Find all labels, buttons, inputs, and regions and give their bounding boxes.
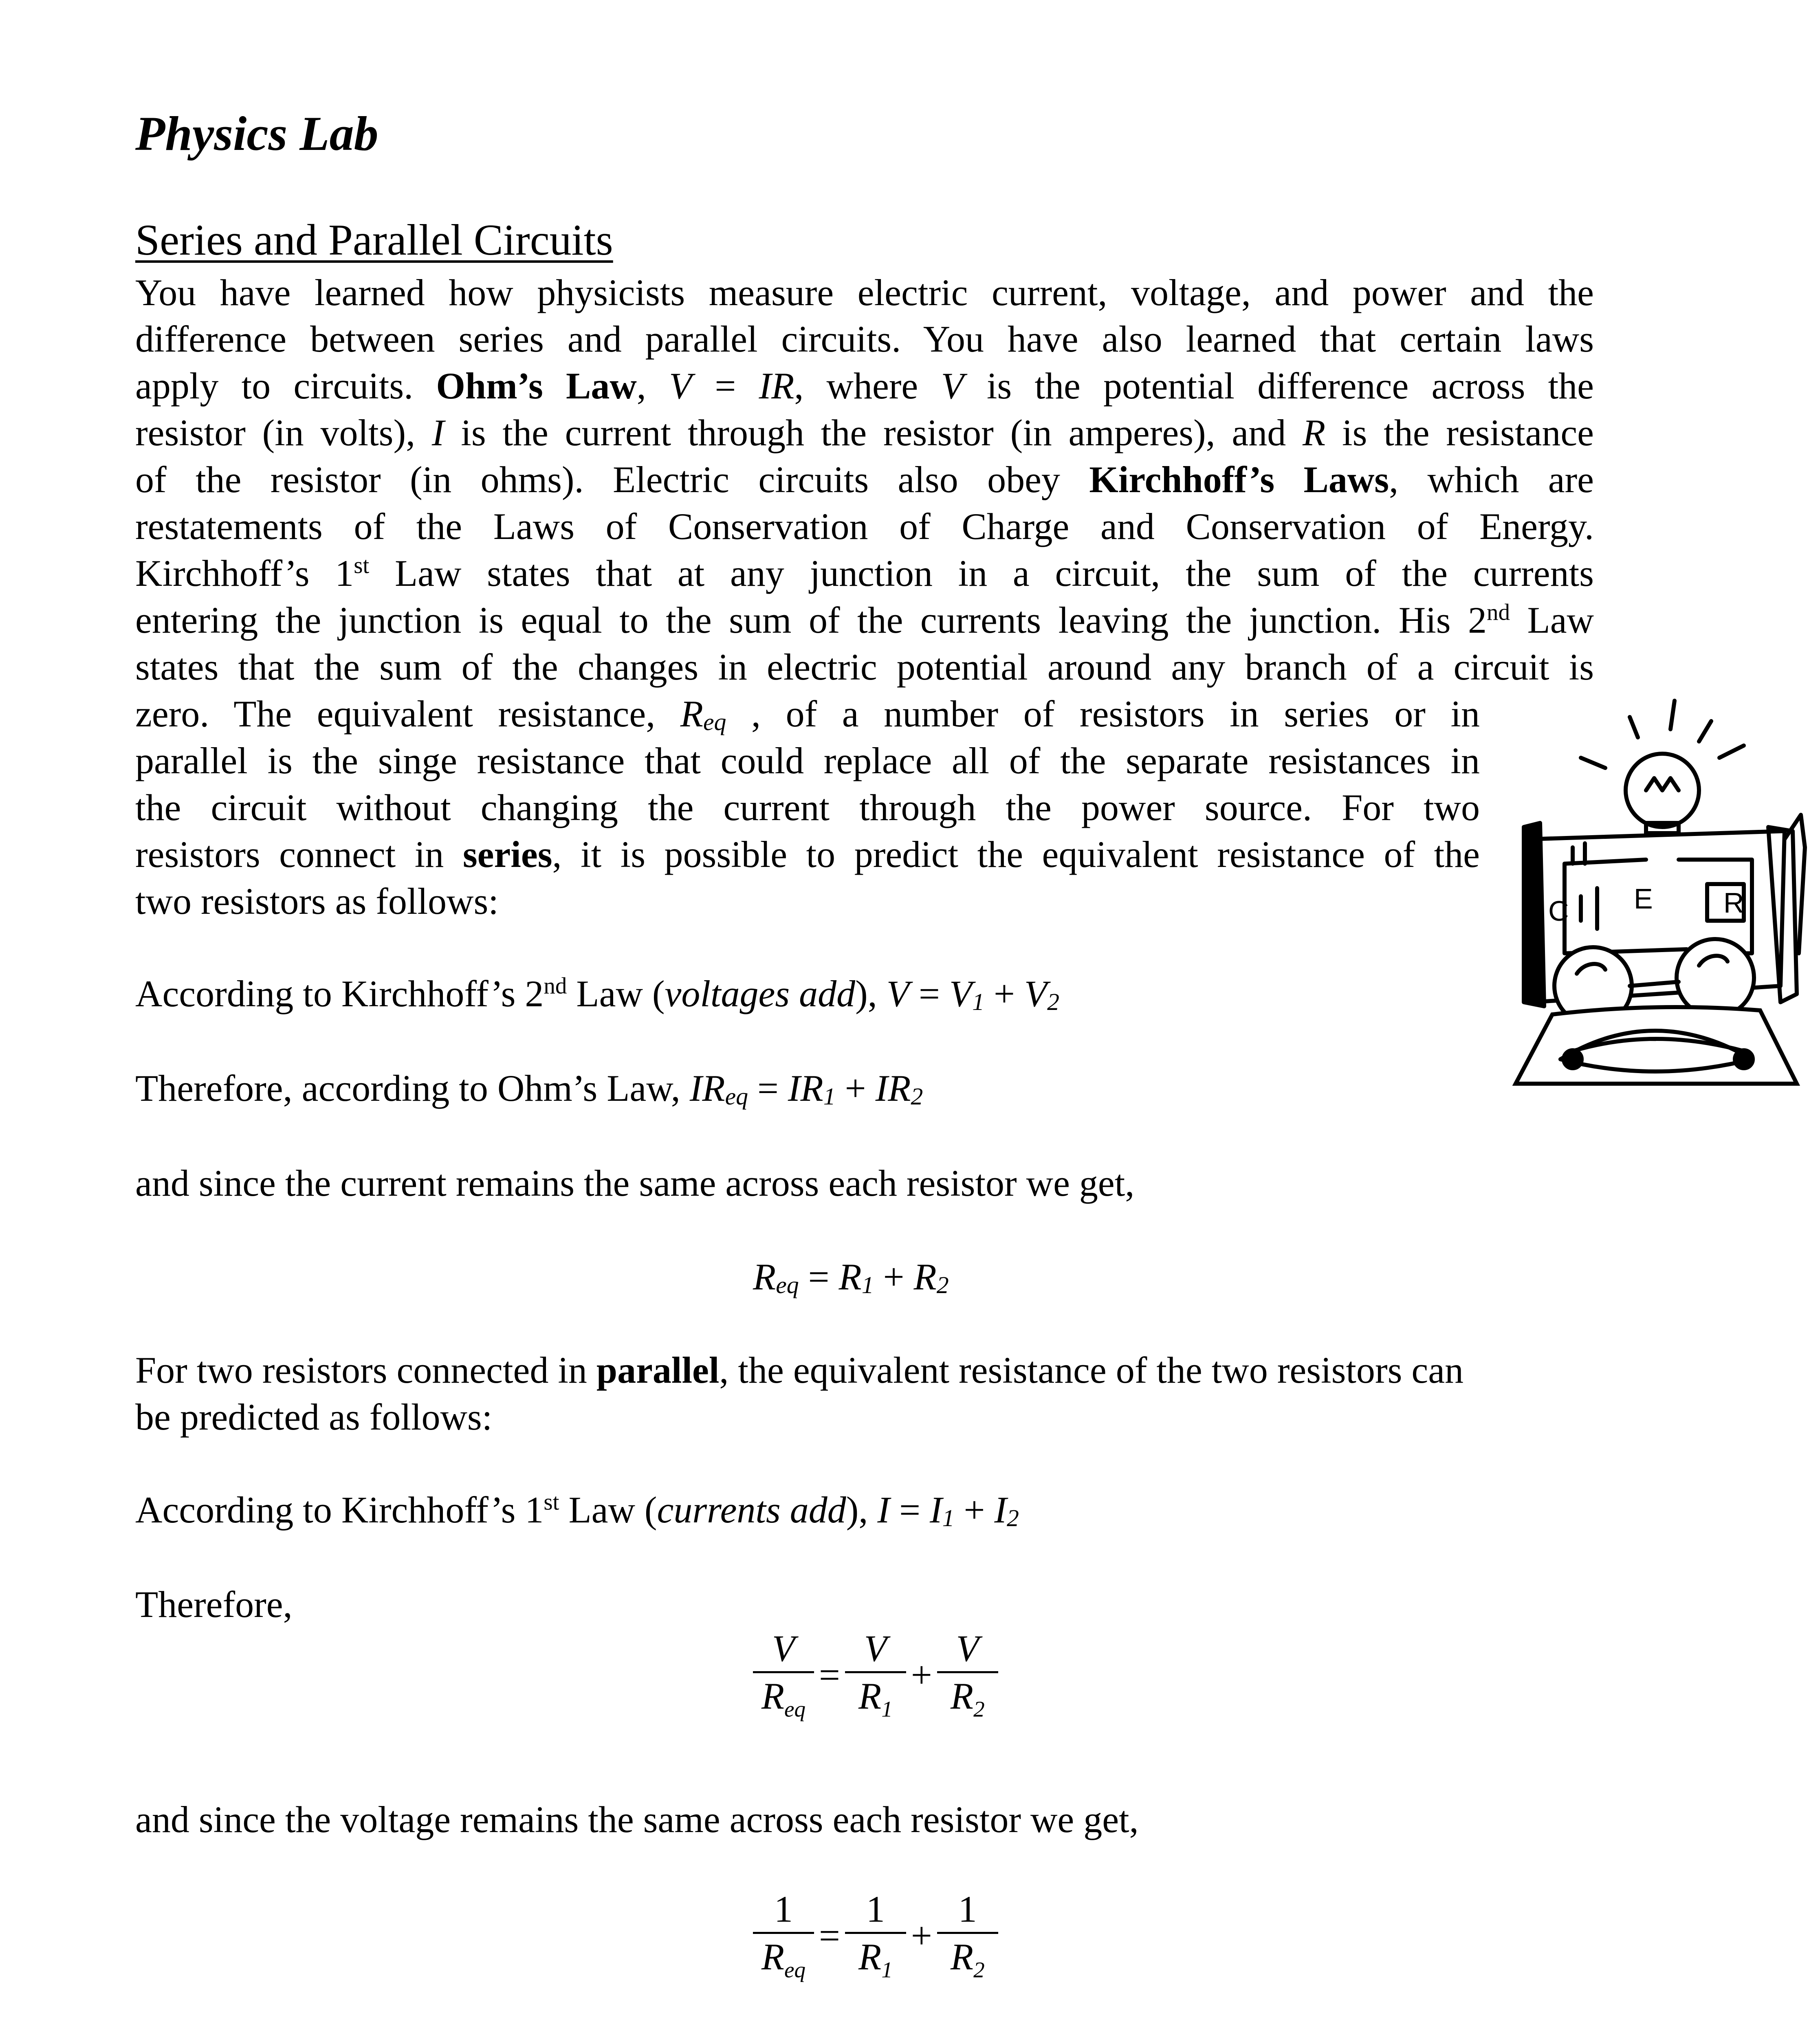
intro-line: of the resistor (in ohms). Electric circuits also obey Kirchhoff’s Laws, which are bbox=[135, 459, 1594, 500]
document-title: Physics Lab bbox=[135, 106, 379, 161]
intro-line: resistor (in volts), I is the current through the resistor (in amperes), and R is the resistance bbox=[135, 412, 1594, 453]
intro-line: two resistors as follows: bbox=[135, 880, 499, 922]
kirchhoff-2nd-law-line: According to Kirchhoff’s 2nd Law (voltages add), $V = V_1 + V_2$ bbox=[135, 973, 1059, 1015]
parallel-intro-line: For two resistors connected in parallel, the equivalent resistance of the two resistors can bbox=[135, 1349, 1464, 1391]
parallel-voltage-fraction-equation: V $R_{eq}$ = V $R_1$ + V $R_2$ bbox=[750, 1630, 1001, 1720]
series-result-equation: $R_{eq} = R_1 + R_2$ bbox=[753, 1256, 949, 1298]
circuit-lightbulb-clipart bbox=[1499, 693, 1817, 1100]
section-heading: Series and Parallel Circuits bbox=[135, 216, 613, 264]
ohms-law-line: Therefore, according to Ohm’s Law, $IR_{eq} = IR_1 + IR_2$ bbox=[135, 1067, 923, 1110]
intro-line: states that the sum of the changes in electric potential around any branch of a circuit is bbox=[135, 646, 1594, 688]
fraction: V $R_1$ bbox=[845, 1630, 906, 1720]
svg-text:E: E bbox=[1634, 883, 1653, 915]
fraction: 1 $R_{eq}$ bbox=[753, 1890, 814, 1981]
therefore-label: Therefore, bbox=[135, 1584, 293, 1625]
intro-line: entering the junction is equal to the sum of the currents leaving the junction. His 2nd Law bbox=[135, 599, 1594, 641]
parallel-intro-line: be predicted as follows: bbox=[135, 1396, 493, 1438]
intro-line: resistors connect in series, it is possible to predict the equivalent resistance of the bbox=[135, 834, 1480, 875]
parallel-explanation: and since the voltage remains the same across each resistor we get, bbox=[135, 1799, 1139, 1840]
intro-line: You have learned how physicists measure electric current, voltage, and power and the bbox=[135, 272, 1594, 313]
kirchhoff-1st-law-line: According to Kirchhoff’s 1st Law (currents add), $I = I_1 + I_2$ bbox=[135, 1489, 1019, 1531]
svg-text:R: R bbox=[1723, 887, 1744, 919]
fraction: 1 $R_1$ bbox=[845, 1890, 906, 1981]
intro-line: apply to circuits. Ohm’s Law, V = IR, where V is the potential difference across the bbox=[135, 365, 1594, 407]
fraction: V $R_{eq}$ bbox=[753, 1630, 814, 1720]
fraction: V $R_2$ bbox=[937, 1630, 998, 1720]
svg-text:C: C bbox=[1548, 895, 1569, 927]
series-explanation: and since the current remains the same across each resistor we get, bbox=[135, 1162, 1135, 1204]
intro-line: the circuit without changing the current through the power source. For two bbox=[135, 787, 1480, 828]
intro-line: difference between series and parallel circuits. You have also learned that certain laws bbox=[135, 318, 1594, 360]
intro-line: zero. The equivalent resistance, $R_{eq}$ , of a number of resistors in series or in bbox=[135, 693, 1480, 735]
intro-line: restatements of the Laws of Conservation of Charge and Conservation of Energy. bbox=[135, 506, 1594, 547]
fraction: 1 $R_2$ bbox=[937, 1890, 998, 1981]
intro-line: parallel is the singe resistance that could replace all of the separate resistances in bbox=[135, 740, 1480, 781]
intro-line: Kirchhoff’s 1st Law states that at any junction in a circuit, the sum of the currents bbox=[135, 552, 1594, 594]
parallel-result-fraction-equation: 1 $R_{eq}$ = 1 $R_1$ + 1 $R_2$ bbox=[750, 1890, 1001, 1981]
